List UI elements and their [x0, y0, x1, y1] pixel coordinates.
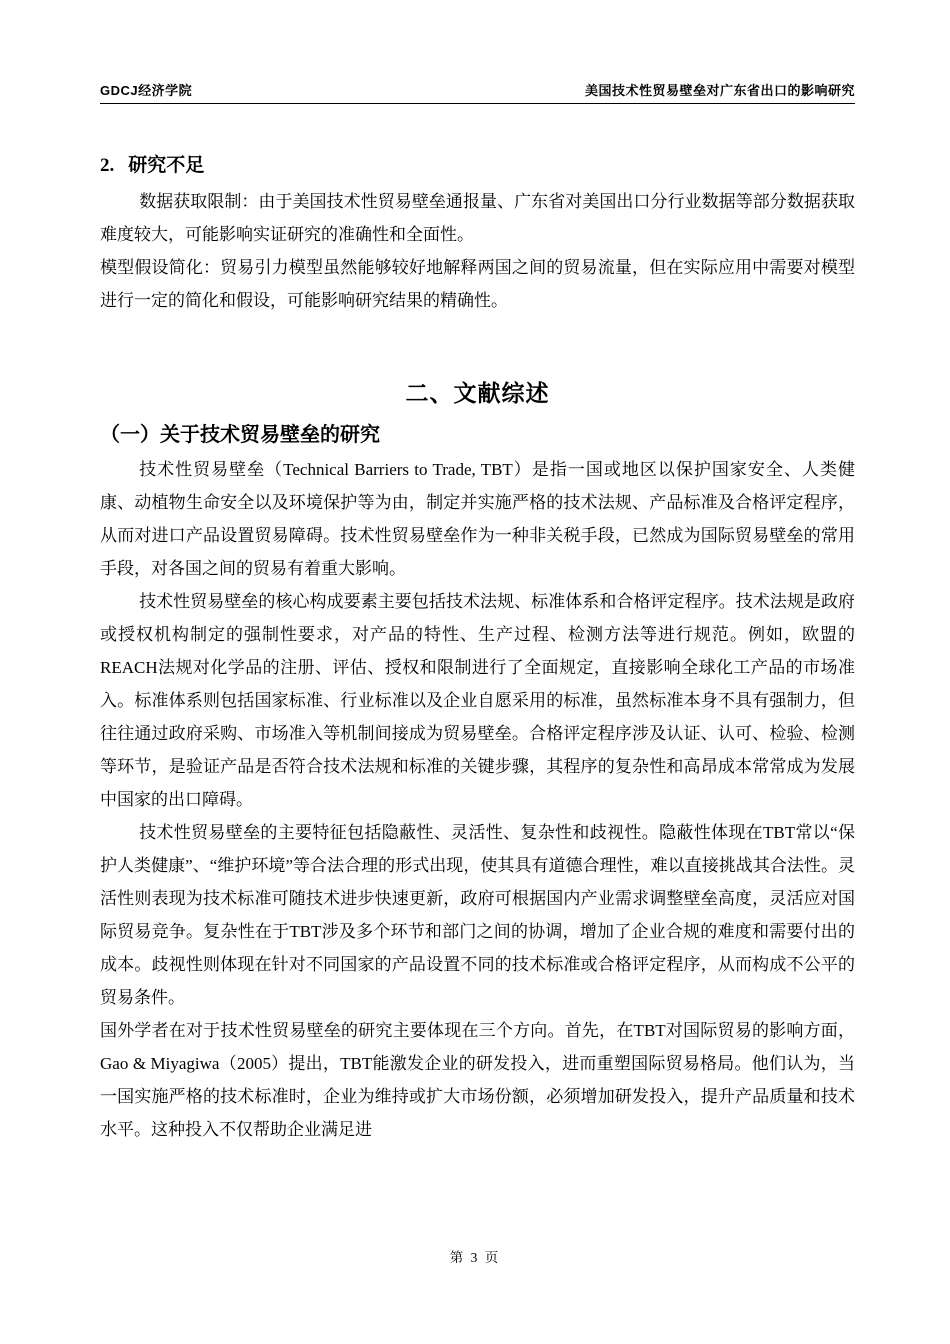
heading-research-gaps-text: 研究不足 — [128, 155, 205, 176]
heading-research-gaps — [100, 150, 855, 177]
paragraph-tbt-characteristics: 技术性贸易壁垒的主要特征包括隐蔽性、灵活性、复杂性和歧视性。隐蔽性体现在TBT常以“保护人类健康”、“维护环境”等合法合理的形式出现，使其具有道德合理性，难以直接挑战其合法性。灵活性则表现为技术标准可随技术进步快速更新，政府可根据国内产业需求调整壁垒高度，灵活应对国际贸易竞争。复杂性在于TBT涉及多个环节和部门之间的协调，增加了企业合规的难度和需要付出的成本。歧视性则体现在针对不同国家的产品设置不同的技术标准或合格评定程序，从而构成不公平的贸易条件。 — [100, 823, 855, 1007]
heading-research-gaps-number: 2. — [100, 155, 115, 176]
header-school-name: GDCJ经济学院 — [100, 83, 193, 98]
heading-tbt-research-subsection: （一）关于技术贸易壁垒的研究 — [100, 424, 380, 446]
document-body — [100, 150, 855, 1146]
page-footer — [0, 1246, 950, 1266]
page-number: 第 3 页 — [449, 1250, 501, 1265]
paragraph-data-limitation: 数据获取限制：由于美国技术性贸易壁垒通报量、广东省对美国出口分行业数据等部分数据获取难度较大，可能影响实证研究的准确性和全面性。 — [100, 192, 855, 244]
paragraph-foreign-scholars: 国外学者在对于技术性贸易壁垒的研究主要体现在三个方向。首先，在TBT对国际贸易的影响方面，Gao & Miyagiwa（2005）提出，TBT能激发企业的研发投入，进而重塑国际贸易格局。他们认为，当一国实施严格的技术标准时，企业为维持或扩大市场份额，必须增加研发投入，提升产品质量和技术水平。这种投入不仅帮助企业满足进 — [100, 1021, 855, 1139]
heading-literature-review: 二、文献综述 — [405, 380, 550, 406]
paragraph-tbt-core-elements: 技术性贸易壁垒的核心构成要素主要包括技术法规、标准体系和合格评定程序。技术法规是政府或授权机构制定的强制性要求，对产品的特性、生产过程、检测方法等进行规范。例如，欧盟的REACH法规对化学品的注册、评估、授权和限制进行了全面规定，直接影响全球化工产品的市场准入。标准体系则包括国家标准、行业标准以及企业自愿采用的标准，虽然标准本身不具有强制力，但往往通过政府采购、市场准入等机制间接成为贸易壁垒。合格评定程序涉及认证、认可、检验、检测等环节，是验证产品是否符合技术法规和标准的关键步骤，其程序的复杂性和高昂成本常常成为发展中国家的出口障碍。 — [100, 592, 855, 809]
header-document-title: 美国技术性贸易壁垒对广东省出口的影响研究 — [584, 83, 855, 98]
paragraph-tbt-definition: 技术性贸易壁垒（Technical Barriers to Trade, TBT）是指一国或地区以保护国家安全、人类健康、动植物生命安全以及环境保护等为由，制定并实施严格的技术法规、产品标准及合格评定程序，从而对进口产品设置贸易障碍。技术性贸易壁垒作为一种非关税手段，已然成为国际贸易壁垒的常用手段，对各国之间的贸易有着重大影响。 — [100, 460, 855, 578]
paragraph-model-simplification: 模型假设简化：贸易引力模型虽然能够较好地解释两国之间的贸易流量，但在实际应用中需要对模型进行一定的简化和假设，可能影响研究结果的精确性。 — [100, 258, 855, 310]
page-header — [100, 80, 855, 104]
